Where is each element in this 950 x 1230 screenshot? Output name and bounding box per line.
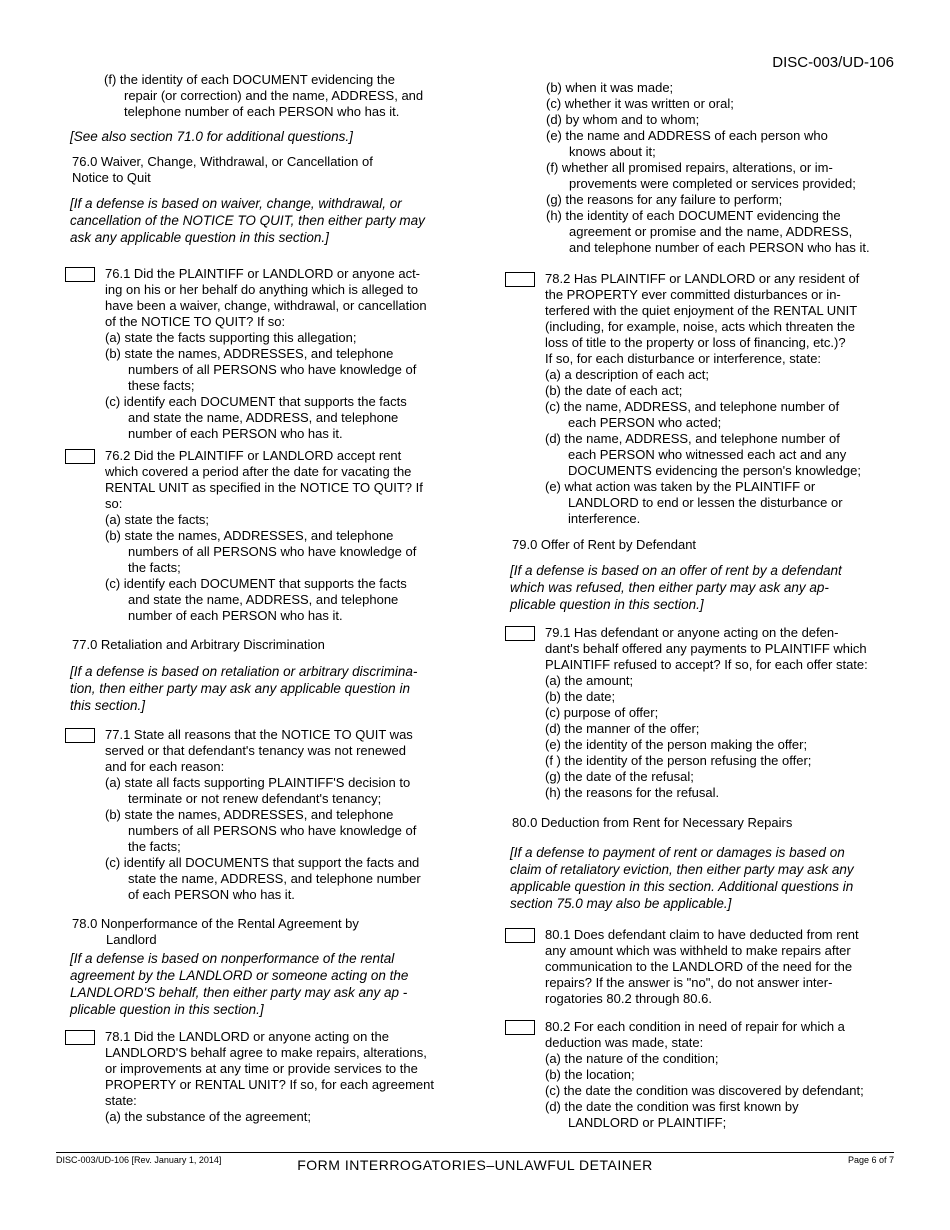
- question-76-1: 76.1 Did the PLAINTIFF or LANDLORD or anyone act- ing on his or her behalf do anything which is alleged to have been a waiver, change, withdrawal, or cancellation of the NOTICE TO QUIT? If so: (a) state the facts supporting this allegation; (b) state the names, ADDRESSES, and telephone numbers of all PERSONS who have knowledge of these facts; (c) identify each DOCUMENT that supports the facts and state the name, ADDRESS, and telephone number of each PERSON who has it.: [68, 266, 466, 442]
- question-80-2: 80.2 For each condition in need of repair for which a deduction was made, state: (a) the nature of the condition; (b) the location; (c) the date the condition was discovered by defendant; (d) the date the condition was first known by LANDLORD or PLAINTIFF;: [508, 1019, 898, 1131]
- list-item: (c) purpose of offer;: [545, 705, 659, 720]
- list-item: (c) identify all DOCUMENTS that support the facts and state the name, ADDRESS, and telephone number of each PERSON who has it.: [105, 855, 421, 902]
- list-item: (a) a description of each act;: [545, 367, 710, 382]
- section-79-instructions: [If a defense is based on an offer of rent by a defendant which was refused, then either party may ask any ap- plicable question in this section.]: [510, 563, 842, 612]
- list-item: (a) state the facts supporting this allegation;: [105, 330, 357, 345]
- right-column: [508, 80, 898, 1131]
- footer-revision: DISC-003/UD-106 [Rev. January 1, 2014]: [56, 1155, 222, 1165]
- footer-title: FORM INTERROGATORIES–UNLAWFUL DETAINER: [297, 1157, 653, 1173]
- list-item: (h) the identity of each DOCUMENT evidencing the agreement or promise and the name, ADDRESS, and telephone number of each PERSON who has it.: [546, 208, 870, 255]
- list-item: (e) what action was taken by the PLAINTIFF or LANDLORD to end or lessen the disturbance or interference.: [545, 479, 843, 526]
- section-76-title: 76.0 Waiver, Change, Withdrawal, or Cancellation of Notice to Quit: [72, 154, 373, 185]
- list-item: (e) the identity of the person making the offer;: [545, 737, 808, 752]
- question-77-1: 77.1 State all reasons that the NOTICE TO QUIT was served or that defendant's tenancy was not renewed and for each reason: (a) state all facts supporting PLAINTIFF'S decision to terminate or not renew defendant's tenancy; (b) state the names, ADDRESSES, and telephone numbers of all PERSONS who have knowledge of the facts; (c) identify all DOCUMENTS that support the facts and state the name, ADDRESS, and telephone number of each PERSON who has it.: [68, 727, 466, 903]
- list-item: (a) the amount;: [545, 673, 634, 688]
- question-78-2: 78.2 Has PLAINTIFF or LANDLORD or any resident of the PROPERTY ever committed disturbances or in- terfered with the quiet enjoyment of the RENTAL UNIT (including, for example, noise, acts which threaten the loss of title to the property or loss of financing, etc.)? If so, for each disturbance or interference, state: (a) a description of each act; (b) the date of each act; (c) the name, ADDRESS, and telephone number of each PERSON who acted; (d) the name, ADDRESS, and telephone number of each PERSON who witnessed each act and any DOCUMENTS evidencing the person's knowledge; (e) what action was taken by the PLAINTIFF or LANDLORD to end or lessen the disturbance or interference.: [508, 271, 898, 527]
- question-80-2-checkbox[interactable]: [505, 1020, 535, 1035]
- list-item: (a) state the facts;: [105, 512, 210, 527]
- list-item: (g) the date of the refusal;: [545, 769, 694, 784]
- list-item: (b) state the names, ADDRESSES, and telephone numbers of all PERSONS who have knowledge of these facts;: [105, 346, 417, 393]
- footer-page-number: Page 6 of 7: [847, 1155, 894, 1165]
- question-80-1: 80.1 Does defendant claim to have deducted from rent any amount which was withheld to make repairs after communication to the LANDLORD of the need for the repairs? If the answer is "no", do not answer inter- rogatories 80.2 through 80.6.: [508, 927, 898, 1007]
- question-78-1: 78.1 Did the LANDLORD or anyone acting on the LANDLORD'S behalf agree to make repairs, alterations, or improvements at any time or provide services to the PROPERTY or RENTAL UNIT? If so, for each agreement state: (a) the substance of the agreement;: [68, 1029, 466, 1125]
- list-item: (a) state all facts supporting PLAINTIFF'S decision to terminate or not renew defendant's tenancy;: [105, 775, 411, 806]
- section-79-title: 79.0 Offer of Rent by Defendant: [512, 537, 697, 552]
- list-item: (b) when it was made;: [546, 80, 674, 95]
- list-item: (h) the reasons for the refusal.: [545, 785, 720, 800]
- list-item: (b) the date;: [545, 689, 616, 704]
- section-77-instructions: [If a defense is based on retaliation or arbitrary discrimina- tion, then either party may ask any applicable question in this section.]: [70, 664, 418, 713]
- list-item: (c) whether it was written or oral;: [546, 96, 734, 111]
- list-item: (c) identify each DOCUMENT that supports the facts and state the name, ADDRESS, and telephone number of each PERSON who has it.: [105, 394, 407, 441]
- list-item: (d) the name, ADDRESS, and telephone number of each PERSON who witnessed each act and any DOCUMENTS evidencing the person's knowledge;: [545, 431, 861, 478]
- left-column: [68, 72, 466, 1125]
- section-77-title: 77.0 Retaliation and Arbitrary Discrimination: [72, 637, 325, 652]
- list-item: (f) whether all promised repairs, alterations, or im- provements were completed or services provided;: [546, 160, 856, 191]
- question-76-2-checkbox[interactable]: [65, 449, 95, 464]
- item-f: (f) the identity of each DOCUMENT evidencing the repair (or correction) and the name, ADDRESS, and telephone number of each PERSON who has it.: [104, 72, 424, 119]
- question-77-1-checkbox[interactable]: [65, 728, 95, 743]
- question-79-1: 79.1 Has defendant or anyone acting on the defen- dant's behalf offered any payments to PLAINTIFF which PLAINTIFF refused to accept? If so, for each offer state: (a) the amount; (b) the date; (c) purpose of offer; (d) the manner of the offer; (e) the identity of the person making the offer; (f ) the identity of the person refusing the offer; (g) the date of the refusal; (h) the reasons for the refusal.: [508, 625, 898, 801]
- list-item: (a) the nature of the condition;: [545, 1051, 719, 1066]
- list-item: (d) by whom and to whom;: [546, 112, 700, 127]
- question-80-1-checkbox[interactable]: [505, 928, 535, 943]
- list-item: (c) the name, ADDRESS, and telephone number of each PERSON who acted;: [545, 399, 840, 430]
- list-item: (c) the date the condition was discovered by defendant;: [545, 1083, 864, 1098]
- form-code: DISC-003/UD-106: [772, 54, 894, 71]
- section-78-title: 78.0 Nonperformance of the Rental Agreement by Landlord: [72, 916, 359, 947]
- question-79-1-checkbox[interactable]: [505, 626, 535, 641]
- list-item: (e) the name and ADDRESS of each person who knows about it;: [546, 128, 828, 159]
- list-item: (b) state the names, ADDRESSES, and telephone numbers of all PERSONS who have knowledge of the facts;: [105, 528, 417, 575]
- section-80-instructions: [If a defense to payment of rent or damages is based on claim of retaliatory eviction, then either party may ask any applicable question in this section. Additional questions in section 75.0 may also be applicable.]: [510, 845, 854, 911]
- list-item: (b) the location;: [545, 1067, 635, 1082]
- question-78-1-continued: [508, 80, 898, 256]
- question-78-2-checkbox[interactable]: [505, 272, 535, 287]
- section-76-instructions: [If a defense is based on waiver, change, withdrawal, or cancellation of the NOTICE TO QUIT, then either party may ask any applicable question in this section.]: [70, 196, 425, 245]
- list-item: (b) state the names, ADDRESSES, and telephone numbers of all PERSONS who have knowledge of the facts;: [105, 807, 417, 854]
- question-76-2: 76.2 Did the PLAINTIFF or LANDLORD accept rent which covered a period after the date for vacating the RENTAL UNIT as specified in the NOTICE TO QUIT? If so: (a) state the facts; (b) state the names, ADDRESSES, and telephone numbers of all PERSONS who have knowledge of the facts; (c) identify each DOCUMENT that supports the facts and state the name, ADDRESS, and telephone number of each PERSON who has it.: [68, 448, 466, 624]
- see-also-note: [See also section 71.0 for additional questions.]: [70, 129, 353, 144]
- list-item: (f ) the identity of the person refusing the offer;: [545, 753, 812, 768]
- list-item: (a) the substance of the agreement;: [105, 1109, 311, 1124]
- list-item: (d) the manner of the offer;: [545, 721, 700, 736]
- list-item: (c) identify each DOCUMENT that supports the facts and state the name, ADDRESS, and telephone number of each PERSON who has it.: [105, 576, 407, 623]
- list-item: (g) the reasons for any failure to perform;: [546, 192, 783, 207]
- question-76-1-checkbox[interactable]: [65, 267, 95, 282]
- question-78-1-checkbox[interactable]: [65, 1030, 95, 1045]
- section-78-instructions: [If a defense is based on nonperformance of the rental agreement by the LANDLORD or someone acting on the LANDLORD'S behalf, then either party may ask any ap - plicable question in this section.]: [70, 951, 409, 1017]
- section-80-title: 80.0 Deduction from Rent for Necessary Repairs: [512, 815, 793, 830]
- footer-divider: [56, 1152, 894, 1153]
- list-item: (b) the date of each act;: [545, 383, 683, 398]
- list-item: (d) the date the condition was first known by LANDLORD or PLAINTIFF;: [545, 1099, 799, 1130]
